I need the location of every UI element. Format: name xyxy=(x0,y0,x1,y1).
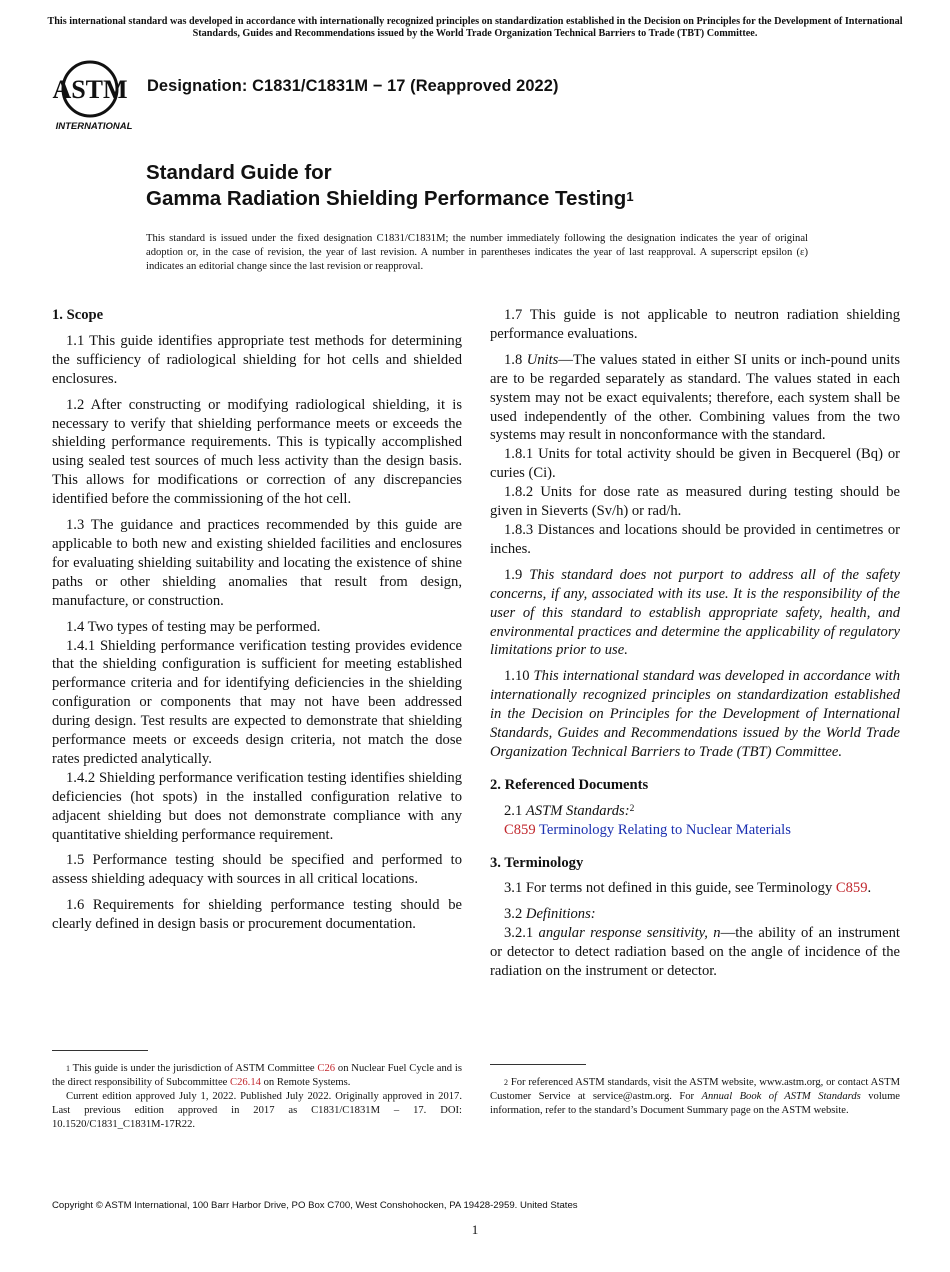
paragraph-1-4-1: 1.4.1 Shielding performance verification testing provides evidence that the shielding configuration is sufficient for meeting established performance criteria and for identifying deficiencies in the shielding configuration or components that may not have been addressed during design. Test results are expected to demonstrate that shielding performance meets or exceeds design criteria, not match the dose rates predicted analytically. xyxy=(52,637,462,767)
paragraph-1-8-1: 1.8.1 Units for total activity should be given in Becquerel (Bq) or curies (Ci). xyxy=(490,446,900,482)
paragraph-1-8-2: 1.8.2 Units for dose rate as measured during testing should be given in Sieverts (Sv/h) or rad/h. xyxy=(490,484,900,520)
link-c859-terminology[interactable]: C859 xyxy=(835,880,868,897)
document-title xyxy=(146,160,634,212)
link-c859[interactable]: C859 xyxy=(504,821,536,838)
section-heading-terminology: 3. Terminology xyxy=(490,854,584,871)
paragraph-1-4: 1.4 Two types of testing may be performed. xyxy=(66,618,321,635)
footnote-rule-right xyxy=(490,1064,586,1065)
logo-text: ASTM xyxy=(52,75,128,104)
link-c26[interactable]: C26 xyxy=(317,1063,336,1074)
link-c26-14[interactable]: C26.14 xyxy=(230,1077,261,1088)
paragraph-3-2-1: 3.2.1 angular response sensitivity, n—the ability of an instrument or detector to detect radiation based on the angle of incidence of the radiation on the instrument or detector. xyxy=(490,925,900,980)
link-c859-title[interactable]: Terminology Relating to Nuclear Materials xyxy=(539,821,791,838)
logo-subtext: INTERNATIONAL xyxy=(55,121,133,132)
title-line-1: Standard Guide for xyxy=(146,161,332,184)
paragraph-1-10: 1.10 This international standard was developed in accordance with internationally recognized principles on standardization established in the Decision on Principles for the Development of International Standards, Guides and Recommendations issued by the World Trade Organization Technical Barriers to Trade (TBT) Committee. xyxy=(490,668,900,760)
paragraph-3-2: 3.2 Definitions: xyxy=(504,906,596,923)
paragraph-1-4-2: 1.4.2 Shielding performance verification testing identifies shielding deficiencies (hot spots) in the installed configuration relative to adjacent shielding but does not demonstrate compliance with any quantitative shielding performance requirement. xyxy=(52,769,462,843)
footnote-ref-2[interactable]: 2 xyxy=(629,803,635,814)
footnote-1-edition: Current edition approved July 1, 2022. Published July 2022. Originally approved in 2017. Last previous edition approved in 2017 as C1831/C1831M – 17. DOI: 10.1520/C1831_C1831M-17R22. xyxy=(52,1091,462,1130)
paragraph-2-1: 2.1 ASTM Standards:$^2$ xyxy=(504,802,635,819)
paragraph-1-9: 1.9 This standard does not purport to address all of the safety concerns, if any, associated with its use. It is the responsibility of the user of this standard to establish appropriate safety, health, and environmental practices and determine the applicability of regulatory limitations prior to use. xyxy=(490,566,900,659)
section-heading-referenced-documents: 2. Referenced Documents xyxy=(490,776,649,793)
title-line-2: Gamma Radiation Shielding Performance Testing xyxy=(146,187,627,210)
paragraph-3-1: 3.1 For terms not defined in this guide, see Terminology C859. xyxy=(504,880,872,897)
footnote-rule-left xyxy=(52,1050,148,1051)
astm-logo xyxy=(52,58,136,132)
page-number: 1 xyxy=(471,1222,479,1237)
paragraph-1-8: 1.8 Units—The values stated in either SI units or inch-pound units are to be regarded separately as standard. The values stated in each system may not be exact equivalents; therefore, each system shall be used independently of the other. Combining values from the two systems may result in nonconformance with the standard. xyxy=(490,351,900,444)
paragraph-1-8-3: 1.8.3 Distances and locations should be provided in centimetres or inches. xyxy=(490,521,900,557)
paragraph-1-7: 1.7 This guide is not applicable to neutron radiation shielding performance evaluations. xyxy=(490,307,900,342)
paragraph-1-1: 1.1 This guide identifies appropriate test methods for determining the sufficiency of radiological shielding for hot cells and shielded enclosures. xyxy=(52,332,462,387)
copyright-line: Copyright © ASTM International, 100 Barr Harbor Drive, PO Box C700, West Conshohocken, PA 19428-2959. United States xyxy=(52,1200,578,1211)
reference-c859 xyxy=(490,821,900,840)
section-heading-scope: 1. Scope xyxy=(52,307,104,323)
footnote-1: $^1$ This guide is under the jurisdiction of ASTM Committee C26 on Nuclear Fuel Cycle and is the direct responsibility of Subcommittee C26.14 on Remote Systems. Current edition approved July 1, 2022. Published July 2022. Originally approved in 2017. Last previous edition approved in 2017 as C1831/C1831M – 17. DOI: 10.1520/C1831_C1831M-17R22. xyxy=(52,1063,462,1130)
paragraph-1-6: 1.6 Requirements for shielding performance testing should be clearly defined in design basis or procurement documentation. xyxy=(52,897,462,933)
title-footnote-ref[interactable]: 1 xyxy=(626,189,634,204)
paragraph-1-2: 1.2 After constructing or modifying radiological shielding, it is necessary to verify that shielding performance meets or exceeds the shielding performance requirements. This is typically accomplished using sealed test sources of much less activity than the design basis. This allows for modifications or correction of any discrepancies identified before the commissioning of the hot cell. xyxy=(52,396,462,508)
designation: Designation: C1831/C1831M − 17 (Reapproved 2022) xyxy=(147,77,559,95)
paragraph-1-5: 1.5 Performance testing should be specified and performed to assess shielding adequacy with sources in all critical locations. xyxy=(52,852,462,888)
paragraph-1-3: 1.3 The guidance and practices recommended by this guide are applicable to both new and existing shielded facilities and enclosures for evaluating shielding suitability and locating the existence of shine paths or other shielding anomalies that result from design, manufacture, or construction. xyxy=(52,517,462,609)
top-notice: This international standard was developed in accordance with internationally recognized principles on standardization established in the Decision on Principles for the Development of International Standards, Guides and Recommendations issued by the World Trade Organization Technical Barriers to Trade (TBT) Committee. xyxy=(47,16,903,39)
right-column xyxy=(490,306,900,981)
footnote-2: $^2$ For referenced ASTM standards, visit the ASTM website, www.astm.org, or contact ASTM Customer Service at service@astm.org. For Annual Book of ASTM Standards volume information, refer to the standard’s Document Summary page on the ASTM website. xyxy=(490,1077,901,1116)
issuance-note: This standard is issued under the fixed designation C1831/C1831M; the number immediately following the designation indicates the year of original adoption or, in the case of revision, the year of last revision. A number in parentheses indicates the year of last reapproval. A superscript epsilon (ε) indicates an editorial change since the last revision or reapproval. xyxy=(146,233,808,273)
left-column xyxy=(52,306,462,941)
